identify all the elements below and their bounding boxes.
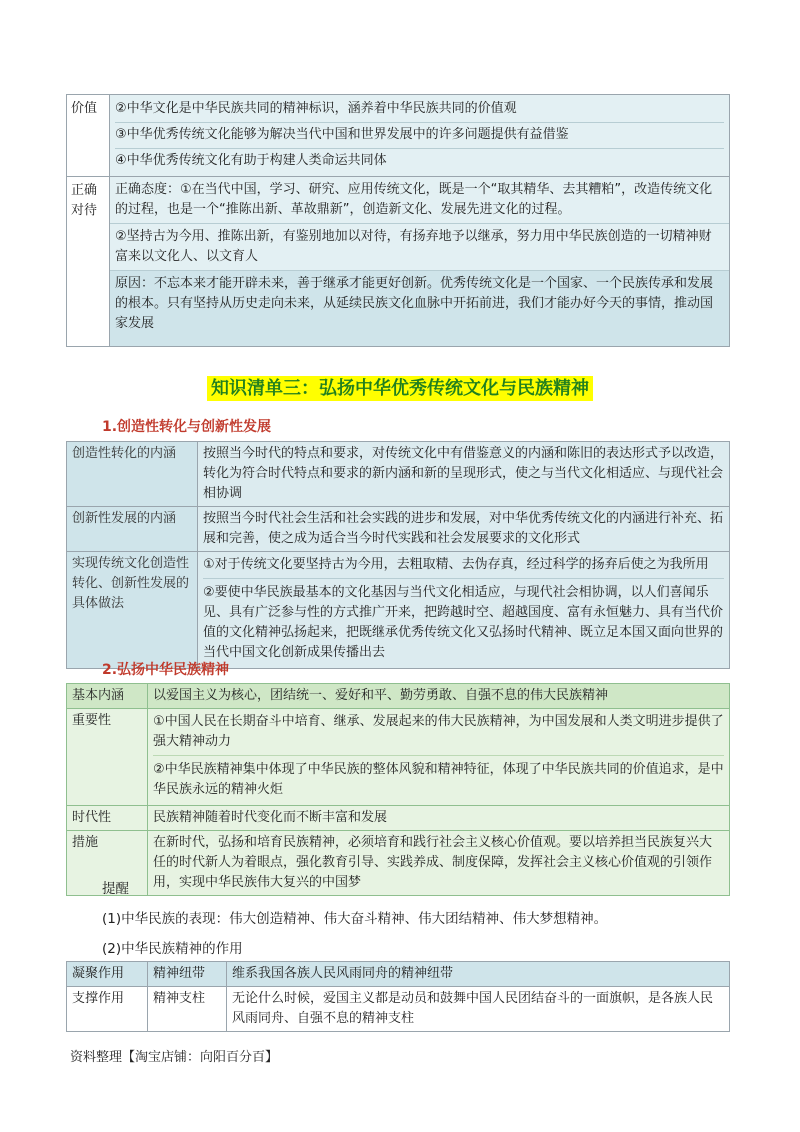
section-title: 知识清单三：弘扬中华优秀传统文化与民族精神 (0, 374, 800, 400)
row-content (110, 177, 730, 347)
transformation-table (66, 441, 730, 669)
list-item: ②要使中华民族最基本的文化基因与当代文化相适应，与现代社会相协调，以人们喜闻乐见、具有广泛参与性的方式推广开来，把跨越时空、超越国度、富有永恒魅力、具有当代价值的文化精神弘扬起来，把既继承优秀传统文化又弘扬时代精神、既立足本国又面向世界的当代中国文化创新成果传播出去 (203, 578, 724, 666)
reminder-title: 提醒 (102, 881, 129, 897)
row-content: 民族精神随着时代变化而不断丰富和发展 (148, 806, 730, 831)
list-item: ②中华民族精神集中体现了中华民族的整体风貌和精神特征，体现了中华民族共同的价值追求，是中华民族永远的精神火炬 (153, 755, 724, 803)
table-row (67, 95, 730, 177)
row-label: 重要性 (67, 709, 148, 806)
row-content: 按照当今时代社会生活和社会实践的进步和发展，对中华优秀传统文化的内涵进行补充、拓展和完善，使之成为适合当今时代实践和社会发展要求的文化形式 (198, 507, 730, 552)
subheading-national-spirit: 2.弘扬中华民族精神 (102, 662, 230, 678)
reminder-point-1: (1)中华民族的表现：伟大创造精神、伟大奋斗精神、伟大团结精神、伟大梦想精神。 (102, 911, 608, 927)
list-item: ①中国人民在长期奋斗中培育、继承、发展起来的伟大民族精神，为中国发展和人类文明进步提供了强大精神动力 (153, 714, 724, 749)
row-label: 时代性 (67, 806, 148, 831)
role-type: 精神纽带 (148, 962, 227, 987)
table-row (67, 831, 730, 896)
row-content (110, 95, 730, 177)
row-label: 创新性发展的内涵 (67, 507, 198, 552)
row-label-value: 价值 (67, 95, 110, 177)
row-label: 创造性转化的内涵 (67, 442, 198, 507)
table-row (67, 507, 730, 552)
spirit-role-table (66, 961, 730, 1032)
table-row (67, 177, 730, 347)
role-label: 凝聚作用 (67, 962, 148, 987)
role-type: 精神支柱 (148, 987, 227, 1032)
footer-credit: 资料整理【淘宝店铺：向阳百分百】 (70, 1050, 279, 1065)
subheading-transformation: 1.创造性转化与创新性发展 (102, 419, 272, 435)
value-attitude-table (66, 94, 730, 347)
row-label: 基本内涵 (67, 684, 148, 709)
row-content (198, 552, 730, 669)
table-row (67, 709, 730, 806)
list-item: 正确态度：①在当代中国，学习、研究、应用传统文化，既是一个“取其精华、去其糟粕”，改造传统文化的过程，也是一个“推陈出新、革故鼎新”，创造新文化、发展先进文化的过程。 (110, 177, 729, 224)
row-content (148, 709, 730, 806)
row-label: 措施 (67, 831, 148, 896)
list-item: 原因：不忘本来才能开辟未来，善于继承才能更好创新。优秀传统文化是一个国家、一个民族传承和发展的根本。只有坚持从历史走向未来，从延续民族文化血脉中开拓前进，我们才能办好今天的事情，推动国家发展 (110, 271, 729, 346)
table-row (67, 552, 730, 669)
role-description: 无论什么时候，爱国主义都是动员和鼓舞中国人民团结奋斗的一面旗帜，是各族人民风雨同舟、自强不息的精神支柱 (227, 987, 730, 1032)
list-item: ②坚持古为今用、推陈出新，有鉴别地加以对待，有扬弃地予以继承，努力用中华民族创造的一切精神财富来以文化人、以文育人 (110, 224, 729, 271)
list-item: ①对于传统文化要坚持古为今用，去粗取精、去伪存真，经过科学的扬弃后使之为我所用 (203, 557, 709, 572)
national-spirit-table (66, 683, 730, 896)
table-row (67, 987, 730, 1032)
role-description: 维系我国各族人民风雨同舟的精神纽带 (227, 962, 730, 987)
row-content: 按照当今时代的特点和要求，对传统文化中有借鉴意义的内涵和陈旧的表达形式予以改造，转化为符合时代特点和要求的新内涵和新的呈现形式，使之与当代文化相适应、与现代社会相协调 (198, 442, 730, 507)
row-content: 在新时代，弘扬和培育民族精神，必须培育和践行社会主义核心价值观。要以培养担当民族复兴大任的时代新人为着眼点，强化教育引导、实践养成、制度保障，发挥社会主义核心价值观的引领作用，实现中华民族伟大复兴的中国梦 (148, 831, 730, 896)
role-label: 支撑作用 (67, 987, 148, 1032)
table-row (67, 962, 730, 987)
row-label: 实现传统文化创造性转化、创新性发展的具体做法 (67, 552, 198, 669)
table-row (67, 684, 730, 709)
list-item: ③中华优秀传统文化能够为解决当代中国和世界发展中的许多问题提供有益借鉴 (115, 123, 724, 149)
reminder-point-2: (2)中华民族精神的作用 (102, 941, 243, 957)
list-item: ④中华优秀传统文化有助于构建人类命运共同体 (115, 153, 387, 168)
list-item: ②中华文化是中华民族共同的精神标识，涵养着中华民族共同的价值观 (115, 97, 724, 123)
row-content: 以爱国主义为核心，团结统一、爱好和平、勤劳勇敢、自强不息的伟大民族精神 (148, 684, 730, 709)
table-row (67, 442, 730, 507)
table-row (67, 806, 730, 831)
row-label-attitude: 正确对待 (67, 177, 110, 347)
